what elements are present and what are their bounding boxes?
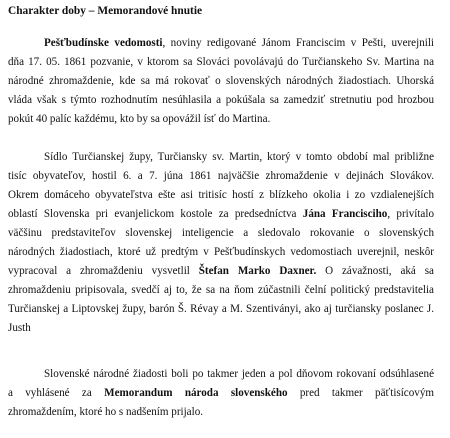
text-run: Sídlo Turčianskej župy, Turčiansky sv. Martin, ktorý v tomto období mal približne [44, 151, 434, 163]
text-line [8, 302, 434, 317]
text-line [8, 55, 434, 70]
text-line [8, 321, 434, 336]
text-run: Slovenské národné žiadosti boli po takmer jeden a pol dňovom rokovaní odsúhlasené [44, 368, 434, 380]
text-run: zhromaždením, ktoré ho s nadšením prijalo. [8, 406, 204, 418]
text-run: a vyhlásené za [8, 387, 105, 399]
bold-text: Jána Francisciho [302, 208, 388, 220]
bold-text: Pešťbudínske vedomosti [44, 37, 163, 49]
text-run: dňa 17. 05. 1861 pozvanie, v ktorom sa Slováci povolávajú do Turčianskeho Sv. Martina na [8, 56, 434, 68]
text-line [44, 367, 434, 382]
text-run: väčšinu predstaviteľov slovenskej inteligencie a sledovalo rokovanie o slovenských [8, 227, 434, 239]
text-run: pred takmer päťtisícovým [287, 387, 434, 399]
text-line [8, 283, 434, 298]
text-run: , privítalo [387, 208, 434, 220]
text-run: Okrem domáceho obyvateľstva ešte asi tritisíc hostí z blízkeho okolia i zo vzdialenejších [8, 189, 434, 201]
text-run: Turčianskej a Liptovskej župy, barón Š. Révay a M. Szentiványi, ako aj turčiansky poslanec J. [8, 303, 434, 315]
text-line [8, 188, 434, 203]
text-run: národné zhromaždenie, kde sa má rokovať o slovenských národných žiadostiach. Uhorská [8, 75, 434, 87]
text-line [44, 36, 434, 51]
text-line [44, 150, 434, 165]
document-title: Charakter doby – Memorandové hnutie [8, 5, 203, 17]
text-line [8, 112, 434, 127]
text-line [8, 74, 434, 89]
text-line [8, 226, 434, 241]
text-run: O závažnosti, aká sa [316, 265, 434, 277]
text-run: vláda však s týmto rozhodnutím nesúhlasila a pokúšala sa zamedziť stretnutiu pod hrozbou [8, 94, 434, 106]
text-run: , noviny redigované Jánom Franciscim v Pešti, uverejnili [162, 37, 434, 49]
text-line [8, 405, 434, 420]
text-line [8, 264, 434, 279]
text-run: tisíc obyvateľov, hostil 6. a 7. júna 1861 najväčšie zhromaždenie v dejinách Slovákov. [8, 170, 434, 182]
text-run: Justh [8, 322, 31, 334]
text-line [8, 93, 434, 108]
text-run: zhromaždeniu pripisovala, svedčí aj to, že sa na ňom zúčastnili čelní politický predstavitelia [8, 284, 434, 296]
text-line [8, 245, 434, 260]
text-run: oblastí Slovenska pri evanjelickom kostole za predsedníctva [8, 208, 303, 220]
text-line [8, 386, 434, 401]
bold-text: Memorandum národa slovenského [104, 387, 288, 399]
text-line [8, 169, 434, 184]
text-run: pokút 40 palíc každému, kto by sa opovážil ísť do Martina. [8, 113, 271, 125]
bold-text: Štefan Marko Daxner. [198, 265, 317, 277]
text-run: národných žiadostiach, ktoré už predtým v Pešťbudínskych vedomostiach uverejnil, neskôr [8, 246, 434, 258]
text-run: vypracoval a zhromaždeniu vysvetlil [8, 265, 199, 277]
text-line [8, 207, 434, 222]
